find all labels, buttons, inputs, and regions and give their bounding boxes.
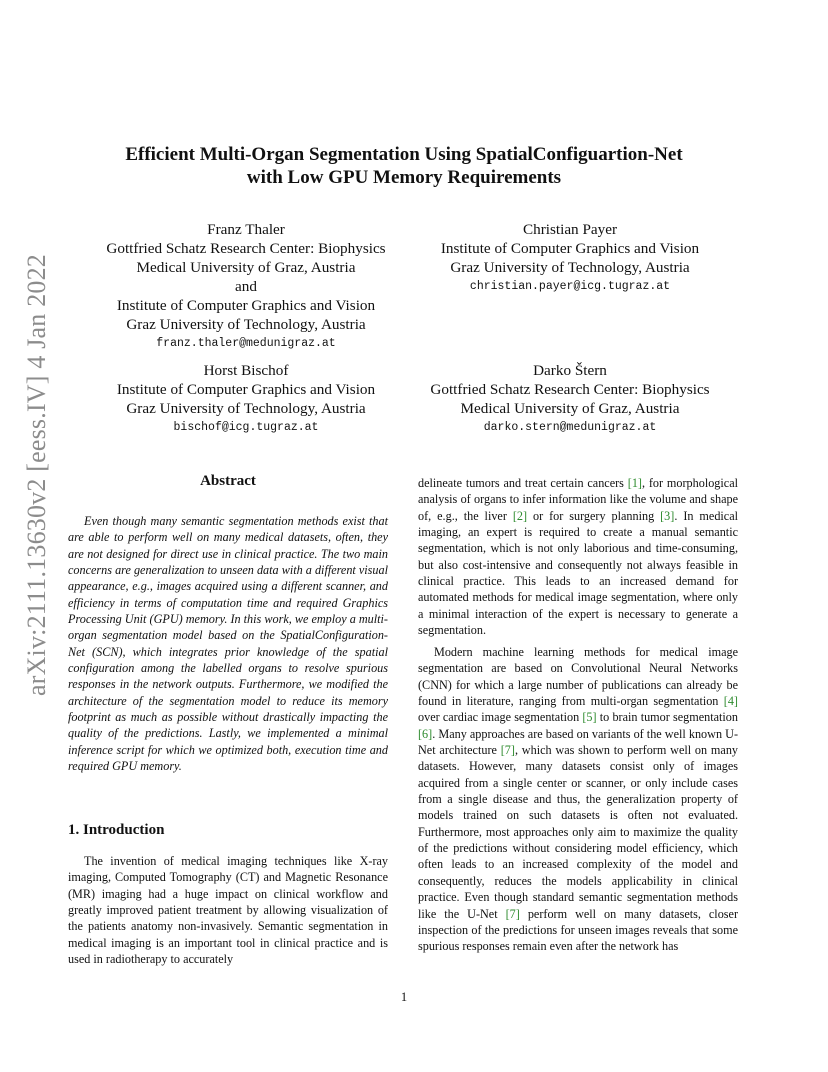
citation-link[interactable]: [4] [723,694,738,709]
introduction-paragraph: The invention of medical imaging techniques like X-ray imaging, Computed Tomography (CT) and Magnetic Resonance (MR) imaging had a huge impact on clinical workflow and greatly improved patient treatment by allowing visualization of the patients anatomy non-invasively. Semantic segmentation in medical imaging is an important tool in clinical practice and is used in radiotherapy to accurately [68,854,388,967]
arxiv-sidebar-stamp [22,253,51,697]
citation-link[interactable]: [2] [512,508,528,523]
author-block-bischof [86,361,406,437]
author-affiliation: Institute of Computer Graphics and Vision [116,381,376,398]
author-email: darko.stern@medunigraz.at [483,421,657,434]
author-name: Franz Thaler [207,221,285,238]
abstract-text: Even though many semantic segmentation methods exist that are able to perform well on many medical datasets, often, they are not designed for direct use in clinical practice. The two main concerns are generalization to unseen data with a different visual appearance, e.g., images acquired using a different scanner, and efficiency in terms of computation time and required Graphics Processing Unit (GPU) memory. In this work, we employ a multi-organ segmentation model based on the SpatialConfiguration-Net (SCN), which integrates prior knowledge of the spatial configuration among the labelled organs to resolve spurious responses in the network outputs. Furthermore, we modified the architecture of the segmentation model to reduce its memory footprint as much as possible without drastically impacting the quality of the predictions. Lastly, we implemented a minimal inference script for which we optimized both, execution time and required GPU memory. [68,514,388,774]
author-name: Darko Štern [533,362,607,379]
author-affiliation: Gottfried Schatz Research Center: Biophysics [430,381,710,398]
author-affiliation: Medical University of Graz, Austria [136,259,356,276]
author-block-thaler [86,220,406,353]
author-affiliation: Gottfried Schatz Research Center: Biophysics [106,240,386,257]
author-block-stern [410,361,730,437]
author-affiliation: Graz University of Technology, Austria [450,259,690,276]
citation-link[interactable]: [7] [500,743,515,758]
author-affiliation: Institute of Computer Graphics and Vision [440,240,700,257]
author-affiliation: Medical University of Graz, Austria [460,400,680,417]
page-number: 1 [400,990,408,1004]
arxiv-identifier: arXiv:2111.13630v2 [eess.IV] 4 Jan 2022 [22,253,51,697]
paper-title [80,143,728,189]
abstract-heading: Abstract [200,473,256,489]
citation-link[interactable]: [6] [418,726,433,741]
right-column-paragraph-1: delineate tumors and treat certain cancers [1], for morphological analysis of organs to infer information like the volume and shape of, e.g., the liver [2] or for surgery planning [3]. In medical imaging, an expert is required to create a manual semantic segmentation, which is not only laborious and time-consuming, but also cost-intensive and consequently not always feasible in clinical practice. This leads to an increased demand for automated methods for medical image segmentation, where only a minimal interaction of the expert is necessary to generate a segmentation. [418,476,739,638]
citation-link[interactable]: [1] [627,476,642,490]
right-column-paragraph-2: Modern machine learning methods for medical image segmentation are based on Convolutional Neural Networks (CNN) for which a large number of publications can already be found in literature, ranging from multi-organ segmentation [4] over cardiac image segmentation [5] to brain tumor segmentation [6]. Many approaches are based on variants of the well known U-Net architecture [7], which was shown to perform well on many datasets. However, many datasets consist only of images acquired from a single center or scanner, or only include cases from a single disease and thus, the generalization property of models trained on such datasets is often not evaluated. Furthermore, most approaches only aim to maximize the quality of the predictions without considering model efficiency, which often leads to an increased complexity of the model and consequently, reduces the models applicability in clinical practice. Even though standard semantic segmentation methods like the U-Net [7] perform well on many datasets, closer inspection of the predictions for unseen images reveals that some spurious responses remain even after the network has [418,645,739,954]
author-name: Christian Payer [522,221,618,238]
citation-link[interactable]: [5] [582,710,597,725]
author-affiliation: Graz University of Technology, Austria [126,400,366,417]
citation-link[interactable]: [3] [660,508,675,523]
author-name: Horst Bischof [203,362,289,379]
author-email: bischof@icg.tugraz.at [173,421,319,434]
introduction-heading: 1. Introduction [68,822,165,838]
author-affiliation: Graz University of Technology, Austria [126,316,366,333]
citation-link[interactable]: [7] [505,906,520,921]
author-affiliation: Institute of Computer Graphics and Vision [116,297,376,314]
author-email: franz.thaler@medunigraz.at [156,337,336,350]
author-affiliation-conjunction: and [235,278,257,295]
title-line-2: with Low GPU Memory Requirements [246,167,562,188]
author-block-payer [410,220,730,296]
author-email: christian.payer@icg.tugraz.at [469,280,671,293]
title-line-1: Efficient Multi-Organ Segmentation Using SpatialConfiguartion-Net [125,144,683,165]
